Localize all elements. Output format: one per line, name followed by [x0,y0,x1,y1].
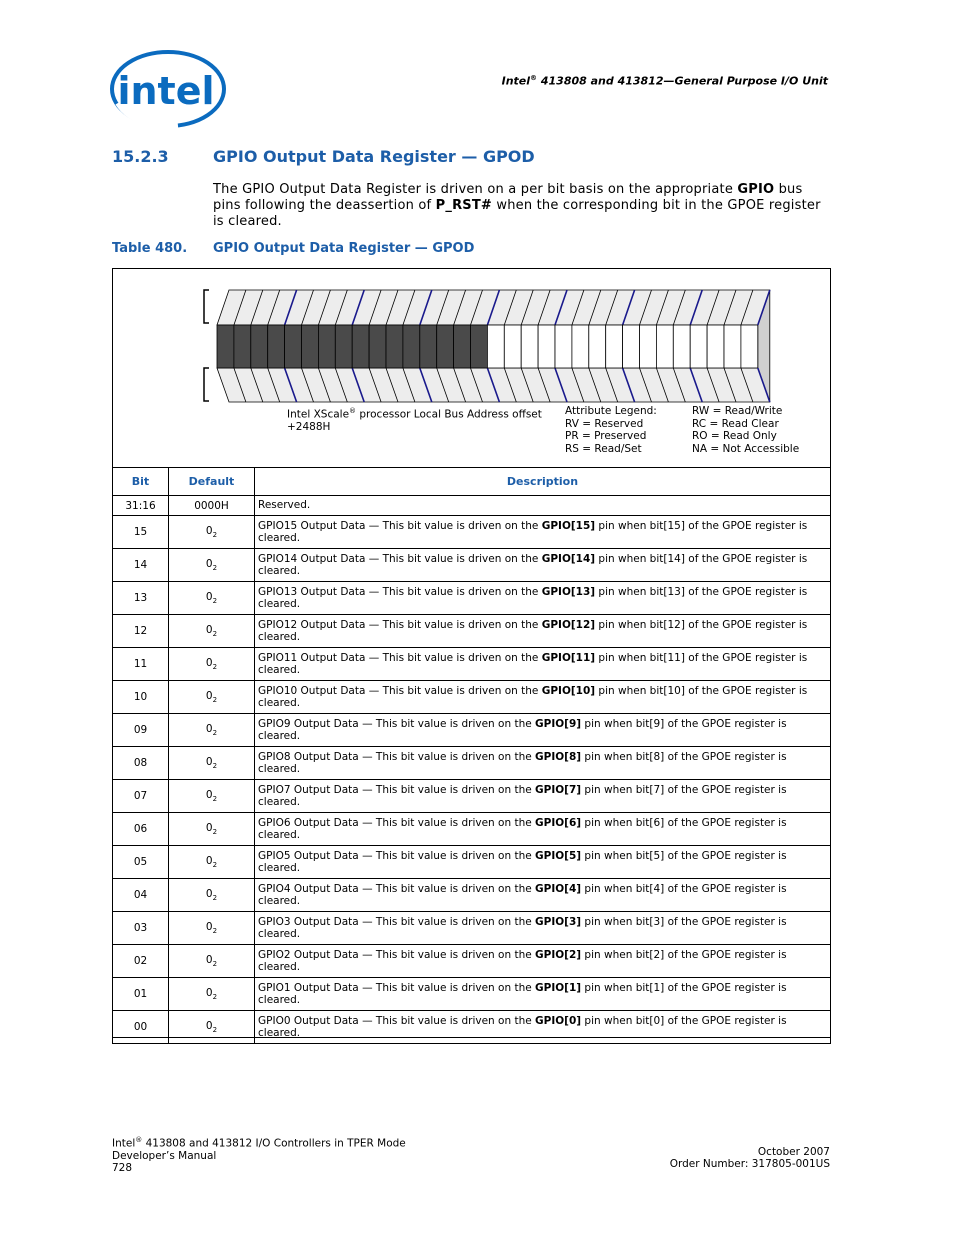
cell-default [169,615,255,648]
desc-pin: GPIO[11] [541,651,596,664]
bit-cell [623,325,640,368]
cell-description [255,1011,831,1044]
intro-bold-gpio: GPIO [737,182,775,197]
cell-bit: 01 [113,978,169,1011]
default-value: 0 [205,854,213,867]
attribute-legend-col2: RW = Read/Write RC = Read Clear RO = Read Only NA = Not Accessible [692,405,800,456]
section-intro [213,182,833,230]
footer-brand: Intel [112,1137,136,1150]
cell-bit: 06 [113,813,169,846]
cell-default: 0000H [169,496,255,516]
default-value: 0 [205,788,213,801]
footer-order-number: Order Number: 317805-001US [669,1158,830,1170]
register-bit-diagram [200,285,790,405]
desc-text-end: pin when bit[12] of the GPOE register is cleared. [258,618,808,643]
table-row [113,516,831,549]
desc-text: GPIO13 Output Data — This bit value is driven on the [258,585,542,598]
header-title-rest: 413808 and 413812—General Purpose I/O Unit [537,74,828,88]
bit-cell [352,325,369,368]
cell-bit: 13 [113,582,169,615]
bit-cell [707,325,724,368]
bit-cell [741,325,758,368]
cell-bit: 14 [113,549,169,582]
default-radix: 2 [212,531,218,540]
default-radix: 2 [212,630,218,639]
default-value: 0 [205,623,213,636]
desc-text: GPIO8 Output Data — This bit value is driven on the [258,750,536,763]
cell-default [169,978,255,1011]
desc-text: GPIO14 Output Data — This bit value is driven on the [258,552,542,565]
table-row [113,879,831,912]
cell-default [169,813,255,846]
default-value: 0 [205,689,213,702]
bit-cell [251,325,268,368]
cell-description [255,615,831,648]
default-radix: 2 [212,729,218,738]
cell-description [255,648,831,681]
desc-text: GPIO10 Output Data — This bit value is driven on the [258,684,542,697]
section-title: GPIO Output Data Register — GPOD [213,147,535,166]
default-radix: 2 [212,762,218,771]
bit-cell [335,325,352,368]
default-radix: 2 [212,927,218,936]
default-value: 0 [205,656,213,669]
desc-text-end: pin when bit[8] of the GPOE register is cleared. [258,750,787,775]
default-radix: 2 [212,993,218,1002]
bit-cell [302,325,319,368]
cell-default [169,549,255,582]
desc-text-end: pin when bit[1] of the GPOE register is cleared. [258,981,787,1006]
cell-default [169,945,255,978]
desc-text: GPIO1 Output Data — This bit value is driven on the [258,981,536,994]
cell-bit: 31:16 [113,496,169,516]
table-row [113,747,831,780]
default-value: 0 [205,986,213,999]
desc-pin: GPIO[12] [541,618,596,631]
footer-reg: ® [135,1136,143,1144]
cell-default [169,879,255,912]
cell-bit: 02 [113,945,169,978]
cell-description [255,945,831,978]
cell-description [255,813,831,846]
bit-cell [487,325,504,368]
desc-text-end: pin when bit[10] of the GPOE register is cleared. [258,684,808,709]
footer-manual: Developer’s Manual [112,1149,217,1162]
table-row [113,615,831,648]
cell-description [255,879,831,912]
default-radix: 2 [212,960,218,969]
register-table [112,467,831,1044]
desc-pin: GPIO[5] [535,849,582,862]
desc-pin: GPIO[2] [535,948,582,961]
desc-pin: GPIO[10] [541,684,596,697]
offset-value: +2488H [287,421,331,434]
table-row [113,813,831,846]
cell-description [255,846,831,879]
desc-text: GPIO6 Output Data — This bit value is driven on the [258,816,536,829]
default-radix: 2 [212,564,218,573]
bit-cell [420,325,437,368]
table-row [113,549,831,582]
desc-pin: GPIO[15] [541,519,596,532]
page-number: 728 [112,1161,133,1174]
bit-cell [471,325,488,368]
cell-description [255,582,831,615]
bit-cell [403,325,420,368]
default-value: 0 [205,722,213,735]
bit-cell [538,325,555,368]
table-row [113,780,831,813]
desc-text-end: pin when bit[6] of the GPOE register is cleared. [258,816,787,841]
cell-description [255,516,831,549]
cell-description [255,681,831,714]
desc-text: GPIO11 Output Data — This bit value is driven on the [258,651,542,664]
bit-cell [437,325,454,368]
intel-logo [108,48,228,130]
default-value: 0 [205,1019,213,1032]
desc-text-end: pin when bit[15] of the GPOE register is cleared. [258,519,808,544]
table-row [113,582,831,615]
cell-default [169,516,255,549]
desc-pin: GPIO[13] [541,585,596,598]
bit-cell [589,325,606,368]
desc-text-end: pin when bit[5] of the GPOE register is cleared. [258,849,787,874]
bit-cell [673,325,690,368]
offset-reg: ® [349,407,357,415]
cell-default [169,1011,255,1044]
cell-bit: 11 [113,648,169,681]
desc-text: GPIO3 Output Data — This bit value is driven on the [258,915,536,928]
cell-default [169,582,255,615]
desc-pin: GPIO[4] [535,882,582,895]
bit-cell [369,325,386,368]
cell-bit: 10 [113,681,169,714]
offset-text-pre: Intel XScale [287,408,350,421]
default-radix: 2 [212,828,218,837]
desc-text: GPIO15 Output Data — This bit value is driven on the [258,519,542,532]
desc-text: GPIO0 Output Data — This bit value is driven on the [258,1014,536,1027]
table-row [113,945,831,978]
default-value: 0 [205,755,213,768]
bit-cell [285,325,302,368]
cell-default [169,714,255,747]
default-value: 0 [205,920,213,933]
cell-description [255,978,831,1011]
intro-text-3: when the corresponding bit in the GPOE register is cleared. [213,198,821,229]
desc-text-end: pin when bit[3] of the GPOE register is cleared. [258,915,787,940]
cell-default [169,846,255,879]
bit-cell [454,325,471,368]
diagram-bracket-top [204,290,209,323]
header-default: Default [169,468,255,496]
default-radix: 2 [212,663,218,672]
table-row [113,648,831,681]
default-radix: 2 [212,597,218,606]
desc-pin: GPIO[9] [535,717,582,730]
cell-bit: 12 [113,615,169,648]
header-description: Description [255,468,831,496]
default-value: 0 [205,953,213,966]
bit-cell [234,325,251,368]
cell-description [255,549,831,582]
default-radix: 2 [212,1026,218,1035]
footer-right [670,1146,830,1170]
default-value: 0 [205,590,213,603]
bit-cell [724,325,741,368]
cell-bit: 05 [113,846,169,879]
desc-pin: GPIO[7] [535,783,582,796]
footer-date: October 2007 [757,1146,830,1158]
bit-cell [217,325,234,368]
intro-text-2: bus pins following the deassertion of [213,182,803,213]
footer-product: 413808 and 413812 I/O Controllers in TPER Mode [142,1137,406,1150]
bit-cell [606,325,623,368]
header-brand: Intel [501,74,531,88]
cell-default [169,912,255,945]
table-row [113,681,831,714]
cell-bit: 15 [113,516,169,549]
cell-bit: 09 [113,714,169,747]
default-value: 0 [205,887,213,900]
bit-cell [318,325,335,368]
table-caption-number: Table 480. [112,241,188,256]
table-row [113,1011,831,1044]
bit-cell [521,325,538,368]
default-value: 0 [205,821,213,834]
cell-bit: 00 [113,1011,169,1044]
header-bit: Bit [113,468,169,496]
diagram-bracket-bottom [204,368,209,401]
bit-cell [690,325,707,368]
cell-description [255,912,831,945]
desc-text: GPIO9 Output Data — This bit value is driven on the [258,717,536,730]
desc-text: GPIO5 Output Data — This bit value is driven on the [258,849,536,862]
desc-text: GPIO2 Output Data — This bit value is driven on the [258,948,536,961]
table-row [113,978,831,1011]
table-row [113,846,831,879]
attribute-legend-col1: Attribute Legend: RV = Reserved PR = Preserved RS = Read/Set [565,405,657,456]
cell-description [255,747,831,780]
desc-pin: GPIO[3] [535,915,582,928]
cell-description: Reserved. [255,496,831,516]
page-header-title [502,74,828,88]
table-header-row [113,468,831,496]
cell-bit: 03 [113,912,169,945]
section-number: 15.2.3 [112,147,169,166]
cell-default [169,747,255,780]
bit-cell [268,325,285,368]
desc-text: GPIO4 Output Data — This bit value is driven on the [258,882,536,895]
table-row [113,714,831,747]
default-radix: 2 [212,861,218,870]
offset-text-post: processor Local Bus Address offset [356,408,542,421]
cell-bit: 08 [113,747,169,780]
bit-cell [572,325,589,368]
cell-bit: 04 [113,879,169,912]
bit-cell [386,325,403,368]
intro-bold-prst: P_RST# [435,198,493,213]
cell-default [169,648,255,681]
table-caption-title: GPIO Output Data Register — GPOD [213,241,475,256]
desc-text-end: pin when bit[14] of the GPOE register is cleared. [258,552,808,577]
cell-description [255,780,831,813]
desc-text-end: pin when bit[11] of the GPOE register is cleared. [258,651,808,676]
desc-text-end: pin when bit[9] of the GPOE register is cleared. [258,717,787,742]
bit-cell [656,325,673,368]
desc-pin: GPIO[8] [535,750,582,763]
desc-text: GPIO7 Output Data — This bit value is driven on the [258,783,536,796]
cell-default [169,780,255,813]
intel-logo-text: intel [117,69,215,113]
default-radix: 2 [212,795,218,804]
bit-cell [640,325,657,368]
address-offset-legend [287,405,542,434]
cell-description [255,714,831,747]
header-reg: ® [530,74,538,82]
desc-text-end: pin when bit[13] of the GPOE register is cleared. [258,585,808,610]
desc-text-end: pin when bit[2] of the GPOE register is cleared. [258,948,787,973]
default-value: 0 [205,557,213,570]
desc-pin: GPIO[0] [535,1014,582,1027]
default-radix: 2 [212,696,218,705]
default-radix: 2 [212,894,218,903]
intro-text-1: The GPIO Output Data Register is driven on a per bit basis on the appropriate [213,182,738,197]
footer-left [112,1134,406,1174]
table-row [113,912,831,945]
desc-text: GPIO12 Output Data — This bit value is driven on the [258,618,542,631]
desc-text-end: pin when bit[0] of the GPOE register is cleared. [258,1014,787,1039]
desc-pin: GPIO[6] [535,816,582,829]
desc-pin: GPIO[14] [541,552,596,565]
bit-cell [555,325,572,368]
desc-text-end: pin when bit[4] of the GPOE register is cleared. [258,882,787,907]
table-row-reserved [113,496,831,516]
desc-pin: GPIO[1] [535,981,582,994]
bit-cell [504,325,521,368]
cell-bit: 07 [113,780,169,813]
cell-default [169,681,255,714]
desc-text-end: pin when bit[7] of the GPOE register is cleared. [258,783,787,808]
default-value: 0 [205,524,213,537]
